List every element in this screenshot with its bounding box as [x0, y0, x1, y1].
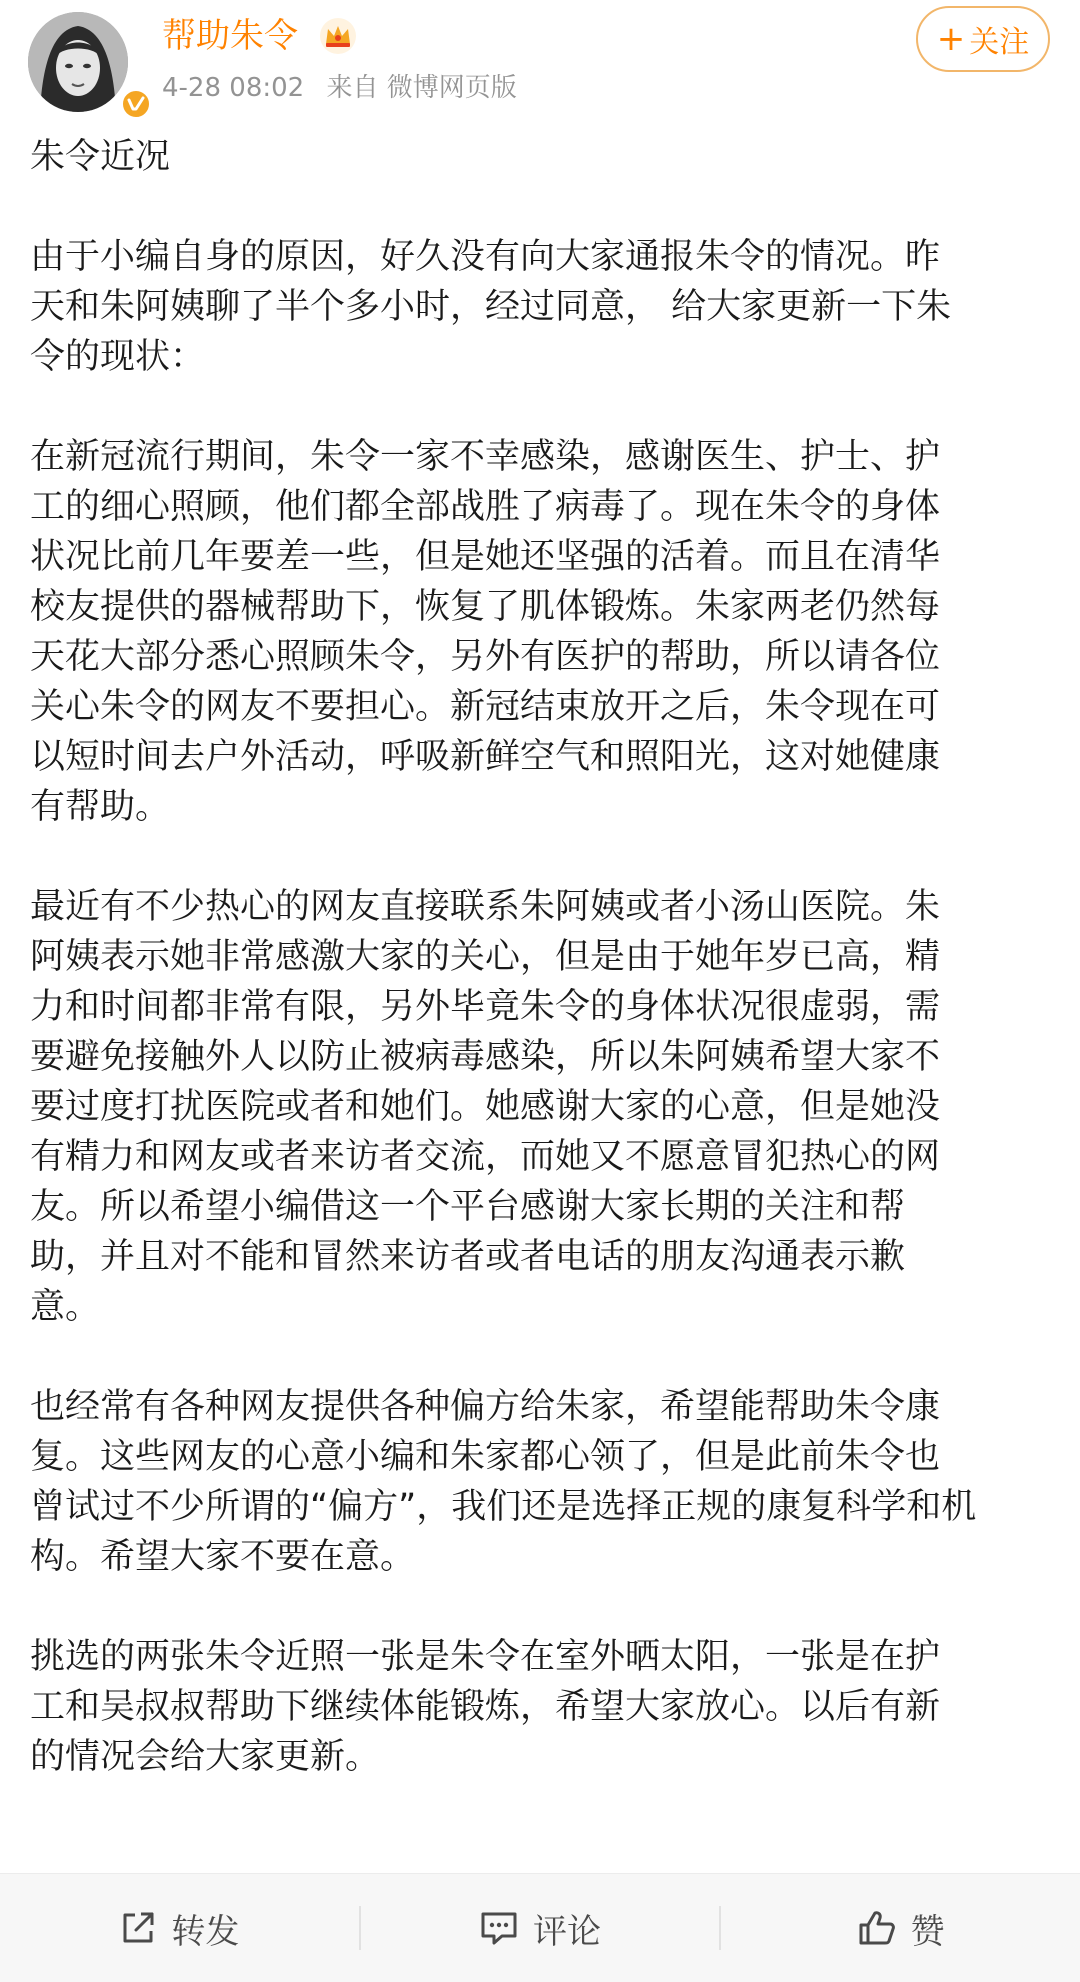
post-header	[0, 0, 1080, 120]
post-paragraph: 挑选的两张朱令近照一张是朱令在室外晒太阳，一张是在护 工和吴叔叔帮助下继续体能锻炼，希望大家放心。以后有新 的情况会给大家更新。	[30, 1637, 941, 1777]
post-content	[30, 132, 1050, 1832]
like-icon	[857, 1908, 897, 1948]
avatar[interactable]	[28, 12, 128, 112]
crown-icon	[318, 16, 358, 56]
post-date: 4-28 08:02	[162, 73, 305, 103]
post-paragraph: 由于小编自身的原因，好久没有向大家通报朱令的情况。昨 天和朱阿姨聊了半个多小时，经过同意， 给大家更新一下朱 令的现状：	[30, 237, 952, 377]
user-name[interactable]: 帮助朱令	[162, 16, 298, 56]
comment-button[interactable]	[361, 1874, 720, 1982]
like-button[interactable]	[721, 1874, 1080, 1982]
post-paragraph: 在新冠流行期间，朱令一家不幸感染，感谢医生、护士、护 工的细心照顾，他们都全部战胜了病毒了。现在朱令的身体 状况比前几年要差一些，但是她还坚强的活着。而且在清华 校友提供的器械帮助下，恢复了肌体锻炼。朱家两老仍然每 天花大部分悉心照顾朱令，另外有医护的帮助，所以请各位 关心朱令的网友不要担心。新冠结束放开之后，朱令现在可 以短时间去户外活动，呼吸新鲜空气和照阳光，这对她健康 有帮助。	[30, 437, 941, 827]
comment-icon	[479, 1909, 519, 1947]
verified-icon	[120, 88, 152, 120]
repost-button[interactable]	[0, 1874, 359, 1982]
post-paragraph: 最近有不少热心的网友直接联系朱阿姨或者小汤山医院。朱 阿姨表示她非常感激大家的关心，但是由于她年岁已高，精 力和时间都非常有限，另外毕竟朱令的身体状况很虚弱，需 要避免接触外人以防止被病毒感染，所以朱阿姨希望大家不 要过度打扰医院或者和她们。她感谢大家的心意，但是她没 有精力和网友或者来访者交流，而她又不愿意冒犯热心的网 友。所以希望小编借这一个平台感谢大家长期的关注和帮 助，并且对不能和冒然来访者或者电话的朋友沟通表示歉 意。	[30, 887, 941, 1327]
plus-icon: +	[936, 19, 966, 59]
follow-button[interactable]	[916, 6, 1050, 72]
post-paragraph: 也经常有各种网友提供各种偏方给朱家，希望能帮助朱令康 复。这些网友的心意小编和朱家都心领了，但是此前朱令也 曾试过不少所谓的“偏方”，我们还是选择正规的康复科学和机 构。希望大家不要在意。	[30, 1387, 977, 1577]
repost-label: 转发	[171, 1911, 240, 1952]
comment-label: 评论	[533, 1911, 601, 1952]
like-label: 赞	[910, 1911, 945, 1952]
follow-label: 关注	[969, 25, 1030, 60]
post-source: 来自 微博网页版	[326, 73, 517, 103]
action-bar	[0, 1873, 1080, 1982]
avatar-portrait-icon	[28, 12, 128, 112]
repost-icon	[119, 1909, 157, 1947]
post-title: 朱令近况	[30, 137, 171, 177]
post-meta	[162, 70, 531, 106]
